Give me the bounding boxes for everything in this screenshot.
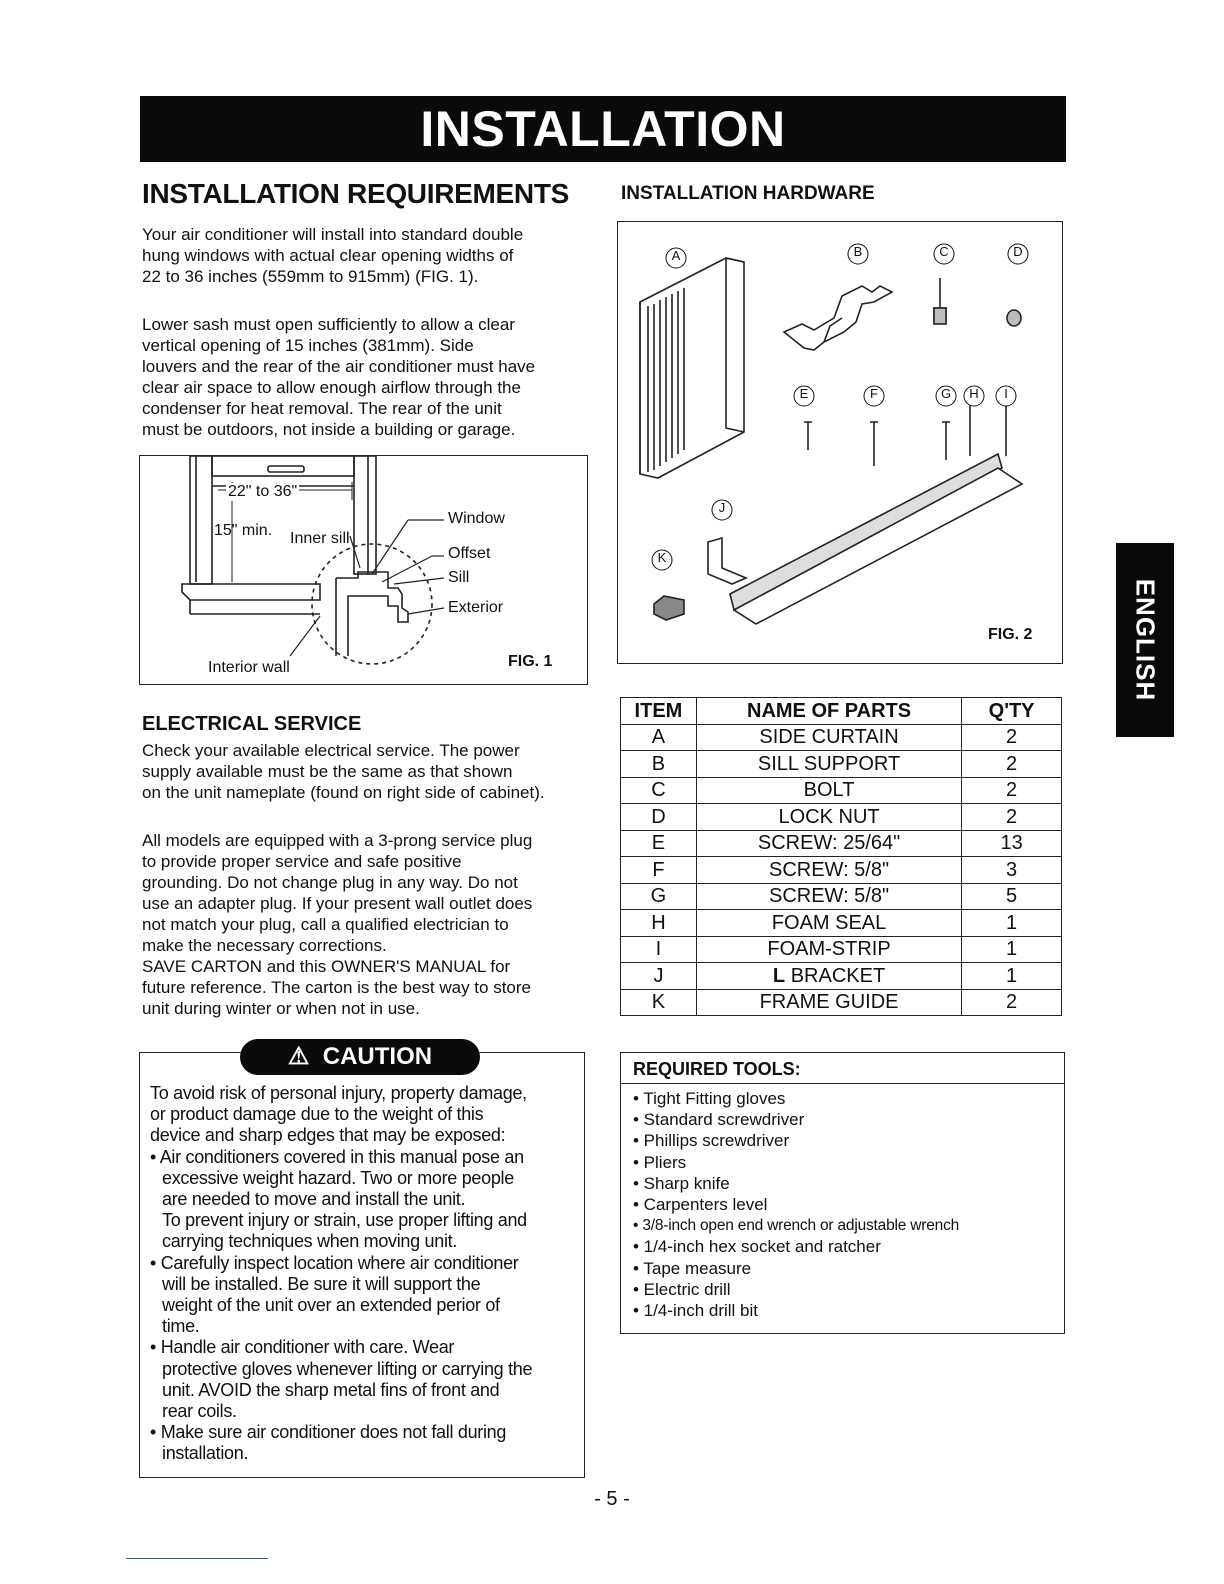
list-item: • Sharp knife: [633, 1173, 730, 1193]
warning-icon: ⚠: [287, 1043, 310, 1070]
list-item: • 1/4-inch drill bit: [633, 1301, 759, 1321]
cell-qty: 1: [962, 910, 1062, 937]
caution-bullet-1: • Air conditioners covered in this manual pose an excessive weight hazard. Two or more people are needed to move and install the unit. To prevent injury or strain, use proper lifting and carrying techniques when moving unit.: [150, 1146, 527, 1252]
table-row: [621, 963, 1062, 990]
list-item: • Electric drill: [633, 1279, 731, 1299]
cell-name: FRAME GUIDE: [696, 989, 961, 1016]
cell-item: D: [621, 804, 697, 831]
table-row: [621, 910, 1062, 937]
cell-qty: 1: [962, 963, 1062, 990]
tools-heading: REQUIRED TOOLS:: [621, 1053, 1064, 1084]
window-diagram: [140, 456, 586, 683]
cell-item: F: [621, 857, 697, 884]
cell-qty: 13: [962, 830, 1062, 857]
list-item: • Standard screwdriver: [633, 1110, 805, 1130]
parts-table: [620, 697, 1062, 1016]
cell-item: B: [621, 751, 697, 778]
table-row: [621, 989, 1062, 1016]
table-row: [621, 777, 1062, 804]
cell-name: SCREW: 25/64": [696, 830, 961, 857]
part-label-c: C: [939, 244, 949, 259]
caution-bullet-3: • Handle air conditioner with care. Wear protective gloves whenever lifting or carrying the unit. AVOID the sharp metal fins of front and rear coils.: [150, 1337, 533, 1422]
part-label-a: A: [671, 248, 681, 263]
sill-label: Sill: [448, 569, 470, 586]
header-qty: Q'TY: [962, 698, 1062, 725]
footer-rule: [126, 1558, 268, 1559]
caution-title: CAUTION: [322, 1043, 433, 1070]
electrical-paragraph-2: All models are equipped with a 3-prong service plug to provide proper service and safe positive grounding. Do not change plug in any way. Do not use an adapter plug. If your present wall outlet does not match your plug, call a qualified electrician to make the necessary corrections. SAVE CARTON and this OWNER'S MANUAL for future reference. The carton is the best way to store unit during winter or when not in use.: [142, 831, 533, 1018]
cell-name: BOLT: [696, 777, 961, 804]
caution-bullet-2: • Carefully inspect location where air conditioner will be installed. Be sure it will support the weight of the unit over an extended perior of time.: [150, 1252, 519, 1337]
cell-item: E: [621, 830, 697, 857]
cell-item: H: [621, 910, 697, 937]
cell-qty: 2: [962, 989, 1062, 1016]
cell-item: A: [621, 724, 697, 751]
cell-qty: 1: [962, 936, 1062, 963]
cell-qty: 2: [962, 751, 1062, 778]
caution-bullet-4: • Make sure air conditioner does not fall during installation.: [150, 1422, 507, 1464]
hardware-heading: INSTALLATION HARDWARE: [621, 183, 875, 204]
table-row: [621, 804, 1062, 831]
list-item: • Carpenters level: [633, 1195, 768, 1215]
cell-name: LOCK NUT: [696, 804, 961, 831]
tools-list: [621, 1084, 1064, 1321]
cell-qty: 3: [962, 857, 1062, 884]
requirements-heading: INSTALLATION REQUIREMENTS: [142, 178, 570, 209]
requirements-paragraph-1: Your air conditioner will install into standard double hung windows with actual clear opening widths of 22 to 36 inches (559mm to 915mm) (FIG. 1).: [142, 225, 524, 286]
part-label-k: K: [657, 550, 667, 565]
cell-name: FOAM-STRIP: [696, 936, 961, 963]
language-tab: [1116, 543, 1174, 737]
electrical-heading: ELECTRICAL SERVICE: [142, 713, 362, 735]
part-label-b: B: [853, 244, 863, 259]
figure-2: [617, 221, 1063, 664]
window-label: Window: [448, 510, 505, 527]
list-item: • Tight Fitting gloves: [633, 1089, 786, 1108]
page-number: - 5 -: [594, 1488, 630, 1510]
interior-wall-label: Interior wall: [208, 659, 290, 676]
offset-label: Offset: [448, 545, 491, 562]
cell-name: SILL SUPPORT: [696, 751, 961, 778]
part-label-j: J: [718, 500, 726, 515]
cell-name: SIDE CURTAIN: [696, 724, 961, 751]
figure-1-caption: FIG. 1: [508, 653, 553, 670]
header-item: ITEM: [621, 698, 697, 725]
page-banner: INSTALLATION: [140, 96, 1066, 162]
cell-qty: 2: [962, 804, 1062, 831]
table-row: [621, 830, 1062, 857]
part-label-f: F: [870, 386, 878, 401]
requirements-paragraph-2: Lower sash must open sufficiently to allow a clear vertical opening of 15 inches (381mm). Side louvers and the rear of the air conditioner must have clear air space to allow enough airflow through the condenser for heat removal. The rear of the unit must be outdoors, not inside a building or garage.: [142, 315, 536, 439]
cell-name: L BRACKET: [696, 963, 961, 990]
cell-qty: 2: [962, 724, 1062, 751]
inner-sill-label: Inner sill: [290, 530, 350, 547]
cell-item: C: [621, 777, 697, 804]
list-item: • 3/8-inch open end wrench or adjustable wrench: [633, 1217, 960, 1235]
hardware-diagram: [618, 222, 1061, 662]
width-dimension-label: 22" to 36": [228, 483, 298, 500]
cell-name: FOAM SEAL: [696, 910, 961, 937]
part-label-h: H: [969, 386, 979, 401]
height-dimension-label: 15" min.: [214, 522, 273, 539]
table-row: [621, 724, 1062, 751]
required-tools-box: [620, 1052, 1065, 1334]
list-item: • Tape measure: [633, 1258, 752, 1278]
part-label-i: I: [1004, 386, 1008, 401]
table-row: [621, 936, 1062, 963]
list-item: • 1/4-inch hex socket and ratcher: [633, 1237, 881, 1257]
cell-qty: 2: [962, 777, 1062, 804]
cell-name: SCREW: 5/8": [696, 883, 961, 910]
exterior-label: Exterior: [448, 599, 504, 616]
cell-item: G: [621, 883, 697, 910]
cell-item: J: [621, 963, 697, 990]
part-label-g: G: [940, 386, 952, 401]
cell-item: K: [621, 989, 697, 1016]
figure-1: [139, 455, 588, 685]
electrical-paragraph-1: Check your available electrical service. The power supply available must be the same as that shown on the unit nameplate (found on right side of cabinet).: [142, 741, 545, 802]
table-header-row: [621, 698, 1062, 725]
part-label-d: D: [1013, 244, 1023, 259]
list-item: • Phillips screwdriver: [633, 1131, 790, 1151]
cell-item: I: [621, 936, 697, 963]
cell-qty: 5: [962, 883, 1062, 910]
figure-2-caption: FIG. 2: [988, 626, 1033, 643]
table-row: [621, 751, 1062, 778]
cell-name: SCREW: 5/8": [696, 857, 961, 884]
caution-content: To avoid risk of personal injury, property damage, or product damage due to the weight of this device and sharp edges that may be exposed: • Air conditioners covered in this manual pose an excessive weight hazard. Two or more people are needed to move and install the unit. To prevent injury or strain, use proper lifting and carrying techniques when moving unit. • Carefully inspect location where air conditioner will be installed. Be sure it will support the weight of the unit over an extended perior of time. • Handle air conditioner with care. Wear protective gloves whenever lifting or carrying the unit. AVOID the sharp metal fins of front and rear coils. • Make sure air conditioner does not fall during installation.: [150, 1083, 580, 1465]
part-label-e: E: [799, 386, 809, 401]
table-row: [621, 883, 1062, 910]
list-item: • Pliers: [633, 1152, 687, 1172]
header-name: NAME OF PARTS: [696, 698, 961, 725]
caution-badge: [240, 1039, 480, 1075]
table-row: [621, 857, 1062, 884]
language-tab-label: ENGLISH: [1130, 578, 1161, 702]
